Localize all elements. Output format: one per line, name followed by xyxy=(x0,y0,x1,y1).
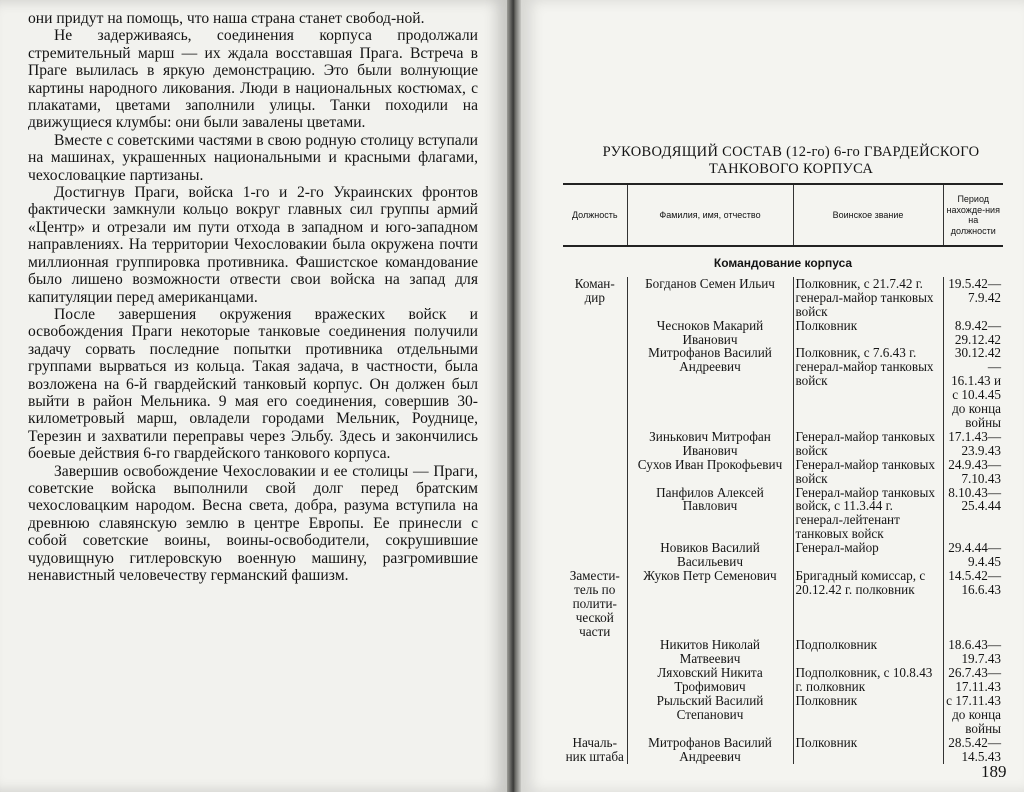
cell-position xyxy=(563,430,627,458)
table-title-line: РУКОВОДЯЩИЙ СОСТАВ (12-го) 6-го ГВАРДЕЙСКОГО xyxy=(602,144,980,160)
cell-rank: Генерал-майор xyxy=(793,541,943,569)
cell-position xyxy=(563,638,627,666)
cell-name: Никитов Николай Матвеевич xyxy=(627,638,793,666)
table-title-line: ТАНКОВОГО КОРПУСА xyxy=(708,161,874,177)
cell-rank: Полковник, с 7.6.43 г. генерал-майор танковых войск xyxy=(793,346,943,429)
paragraph: Вместе с советскими частями в свою родную столицу вступали на машинах, украшенных национальными и красными флагами, чехословацкие партизаны. xyxy=(28,131,478,184)
page-number: 189 xyxy=(981,762,1007,781)
cell-name: Рыльский Василий Степанович xyxy=(627,694,793,736)
cell-period: 19.5.42— 7.9.42 xyxy=(943,277,1003,319)
header-period: Период нахожде-ния на должности xyxy=(943,184,1003,246)
table-row xyxy=(563,666,1003,694)
cell-rank: Подполковник xyxy=(793,638,943,666)
paragraph: Достигнув Праги, войска 1-го и 2-го Украинских фронтов фактически замкнули кольцо вокруг главных сил группы армий «Центр» и отрезали им пути отхода в западном и юго-западном направлениях. На территории Чехословакии была окружена почти миллионная группировка противника. Фашистское командование было лишено возможности отвести свои войска на запад для капитуляции перед американцами. xyxy=(28,184,478,306)
cell-name: Ляховский Никита Трофимович xyxy=(627,666,793,694)
table-title xyxy=(581,144,1001,178)
cell-rank: Полковник xyxy=(793,694,943,736)
cell-period: 26.7.43— 17.11.43 xyxy=(943,666,1003,694)
cell-position xyxy=(563,541,627,569)
table-row xyxy=(563,346,1003,429)
cell-position xyxy=(563,319,627,347)
book-gutter xyxy=(507,0,521,792)
cell-period: 24.9.43— 7.10.43 xyxy=(943,458,1003,486)
right-page xyxy=(521,0,1024,792)
left-page-text xyxy=(28,10,478,584)
cell-period: 14.5.42— 16.6.43 xyxy=(943,569,1003,639)
cell-rank: Генерал-майор танковых войск, с 11.3.44 г. генерал-лейтенант танковых войск xyxy=(793,486,943,542)
cell-position xyxy=(563,346,627,429)
table-row xyxy=(563,430,1003,458)
cell-rank: Полковник, с 21.7.42 г. генерал-майор танковых войск xyxy=(793,277,943,319)
cell-period: 29.4.44— 9.4.45 xyxy=(943,541,1003,569)
cell-name: Богданов Семен Ильич xyxy=(627,277,793,319)
cell-name: Митрофанов Василий Андреевич xyxy=(627,736,793,764)
cell-position xyxy=(563,458,627,486)
cell-period: 8.10.43— 25.4.44 xyxy=(943,486,1003,542)
header-rank: Воинское звание xyxy=(793,184,943,246)
table-row xyxy=(563,486,1003,542)
header-position: Должность xyxy=(563,184,627,246)
section-row xyxy=(563,246,1003,277)
cell-name: Жуков Петр Семенович xyxy=(627,569,793,639)
cell-position: Замести-тель по полити-ческой части xyxy=(569,567,620,639)
table-row xyxy=(563,319,1003,347)
cell-period: 30.12.42— 16.1.43 и с 10.4.45 до конца войны xyxy=(943,346,1003,429)
cell-rank: Полковник xyxy=(793,736,943,764)
cell-position xyxy=(563,486,627,542)
cell-period: с 17.11.43 до конца войны xyxy=(943,694,1003,736)
cell-period: 28.5.42— 14.5.43 xyxy=(943,736,1003,764)
paragraph: После завершения окружения вражеских войск и освобождения Праги некоторые танковые соединения получили задачу сорвать последние попытки противника отдельными группами вырваться из кольца. Такая задача, в частности, была возложена на 6-й гвардейский танковый корпус. Он должен был выйти в район Мельника. 9 мая его соединения, совершив 30-километровый марш, овладели городами Мельник, Роуднице, Терезин и захватили переправы через Эльбу. Здесь и закончились боевые действия 6-го гвардейского танкового корпуса. xyxy=(28,305,478,463)
cell-name: Зинькович Митрофан Иванович xyxy=(627,430,793,458)
command-staff-table xyxy=(563,183,1003,764)
cell-position xyxy=(563,694,627,736)
cell-name: Новиков Василий Васильевич xyxy=(627,541,793,569)
cell-name: Митрофанов Василий Андреевич xyxy=(627,346,793,429)
paragraph: они придут на помощь, что наша страна станет свобод-ной. xyxy=(28,10,425,27)
cell-period: 18.6.43— 19.7.43 xyxy=(943,638,1003,666)
cell-position: Началь-ник штаба xyxy=(565,734,624,764)
paragraph: Завершив освобождение Чехословакии и ее столицы — Праги, советские войска выполнили свой долг перед братским чехословацким народом. Весна света, добра, разума вступила на древнюю славянскую землю в центре Европы. Ее принесли с собой советские воины, воины-освободители, сокрушившие чудовищную гитлеровскую военную машину, разгромившие ненавистный человечеству германский фашизм. xyxy=(28,462,478,584)
header-name: Фамилия, имя, отчество xyxy=(627,184,793,246)
section-title: Командование корпуса xyxy=(713,256,853,270)
cell-name: Сухов Иван Прокофьевич xyxy=(627,458,793,486)
cell-name: Панфилов Алексей Павлович xyxy=(627,486,793,542)
table-row xyxy=(563,541,1003,569)
cell-position xyxy=(563,666,627,694)
cell-period: 8.9.42— 29.12.42 xyxy=(943,319,1003,347)
paragraph: Не задерживаясь, соединения корпуса продолжали стремительный марш — их ждала восставшая Прага. Встреча в Праге вылилась в яркую демонстрацию. Это были волнующие картины народного ликования. Люди в национальных костюмах, с плакатами, цветами заполнили улицы. Танки походили на движущиеся клумбы: они были завалены цветами. xyxy=(28,27,478,132)
table-row xyxy=(563,277,1003,319)
cell-position: Коман-дир xyxy=(574,275,615,305)
table-row xyxy=(563,569,1003,639)
cell-rank: Полковник xyxy=(793,319,943,347)
table-row xyxy=(563,736,1003,764)
cell-rank: Генерал-майор танковых войск xyxy=(793,430,943,458)
cell-name: Чесноков Макарий Иванович xyxy=(627,319,793,347)
table-row xyxy=(563,638,1003,666)
table-row xyxy=(563,694,1003,736)
cell-period: 17.1.43— 23.9.43 xyxy=(943,430,1003,458)
table-header-row xyxy=(563,184,1003,246)
table-row xyxy=(563,458,1003,486)
left-page xyxy=(0,0,507,792)
cell-rank: Подполковник, с 10.8.43 г. полковник xyxy=(793,666,943,694)
cell-rank: Генерал-майор танковых войск xyxy=(793,458,943,486)
cell-rank: Бригадный комиссар, с 20.12.42 г. полковник xyxy=(793,569,943,639)
